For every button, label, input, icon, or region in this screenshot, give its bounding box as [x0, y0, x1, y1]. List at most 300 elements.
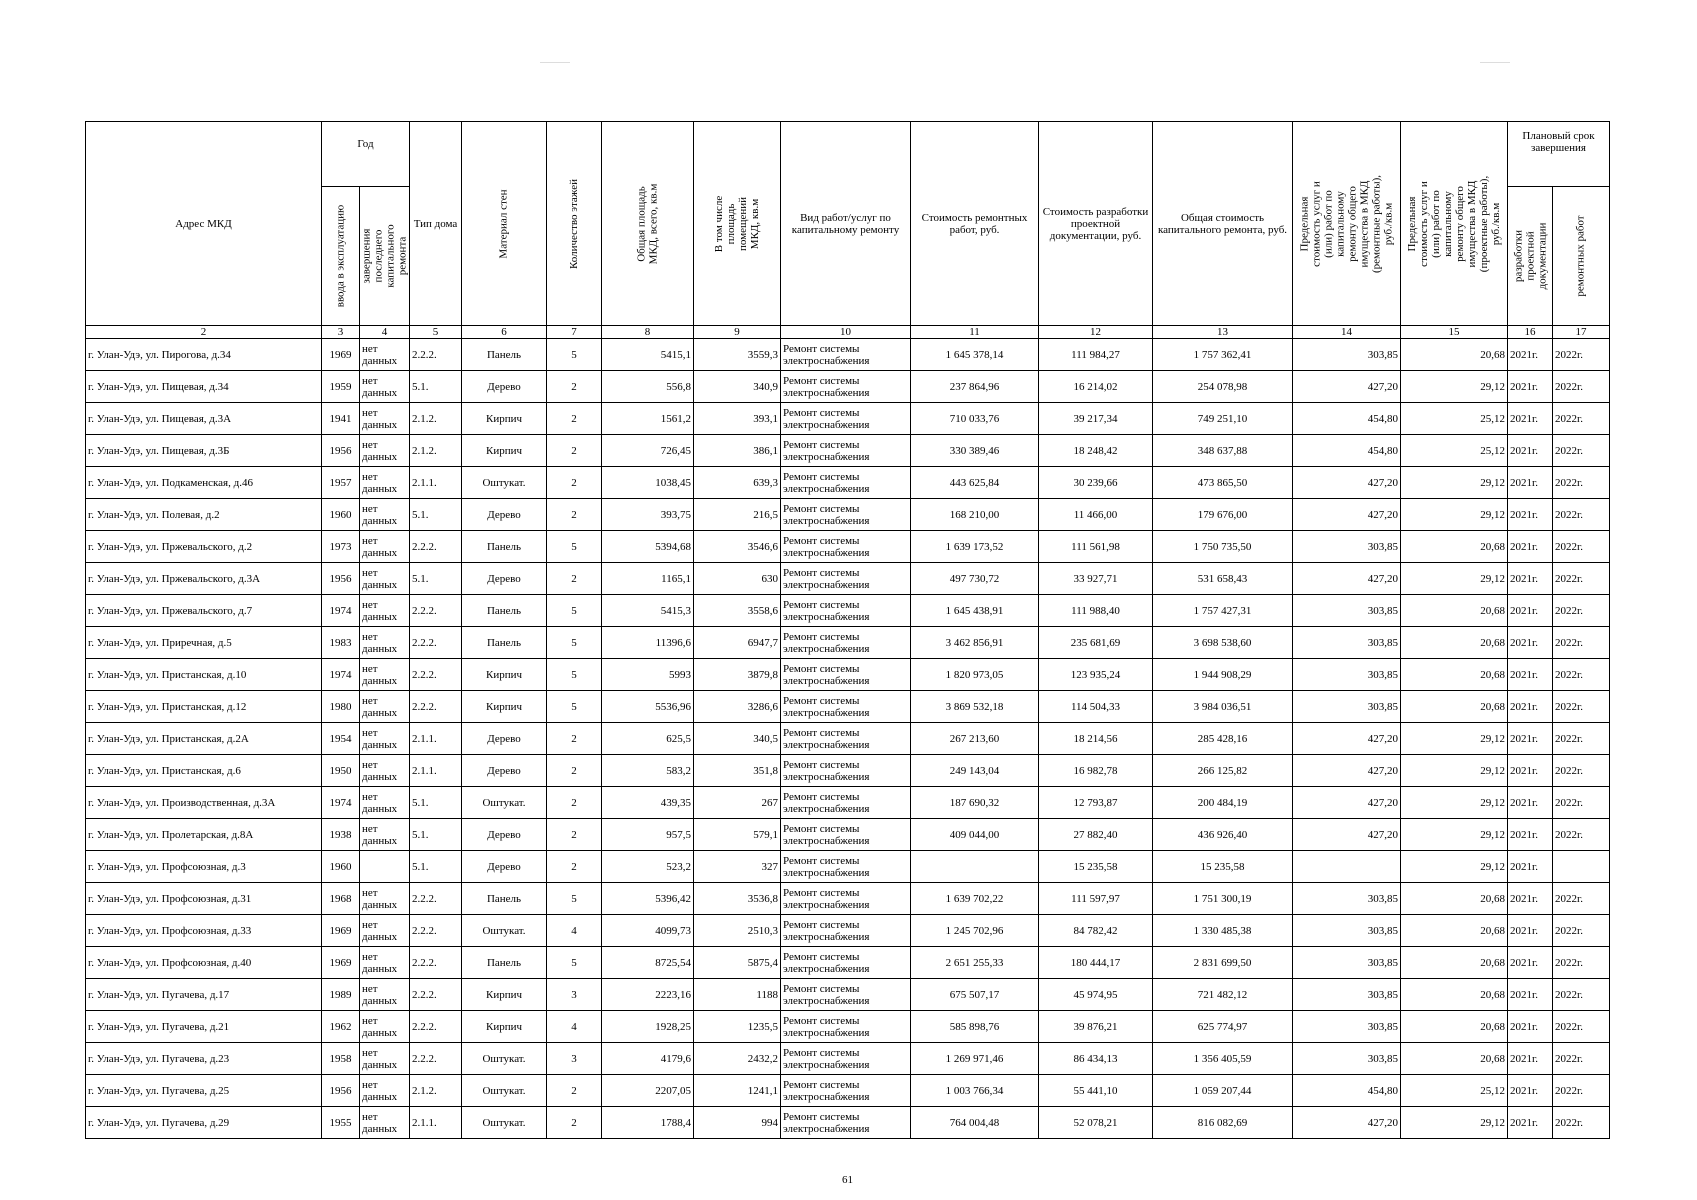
cell-total-area: 1038,45 [602, 467, 694, 499]
cell-year-commission: 1960 [322, 499, 360, 531]
cell-year-commission: 1962 [322, 1011, 360, 1043]
cell-premises-area: 579,1 [694, 819, 781, 851]
cell-year-commission: 1973 [322, 531, 360, 563]
cell-work-type: Ремонт системы электроснабжения [781, 563, 911, 595]
table-row [86, 403, 1610, 435]
cell-house-type: 2.2.2. [410, 1043, 462, 1075]
total-area-label: Общая площадь МКД, всего, кв.м [635, 183, 660, 264]
cell-year-last-repair: нет данных [360, 339, 410, 371]
cell-repair-cost: 1 269 971,46 [911, 1043, 1039, 1075]
cell-total-area: 583,2 [602, 755, 694, 787]
cell-house-type: 2.2.2. [410, 915, 462, 947]
cell-design-cost: 15 235,58 [1039, 851, 1153, 883]
cell-address: г. Улан-Удэ, ул. Пугачева, д.29 [86, 1107, 322, 1139]
cell-premises-area: 340,5 [694, 723, 781, 755]
cell-deadline-repair: 2022г. [1553, 819, 1610, 851]
cell-year-commission: 1983 [322, 627, 360, 659]
cell-repair-cost: 3 869 532,18 [911, 691, 1039, 723]
cell-house-type: 2.2.2. [410, 1011, 462, 1043]
cell-wall-material: Кирпич [462, 403, 547, 435]
cell-work-type: Ремонт системы электроснабжения [781, 979, 911, 1011]
cell-house-type: 2.2.2. [410, 659, 462, 691]
cell-house-type: 5.1. [410, 563, 462, 595]
cell-design-cost: 16 214,02 [1039, 371, 1153, 403]
cell-limit-design: 25,12 [1401, 1075, 1508, 1107]
cell-total-cost: 1 757 427,31 [1153, 595, 1293, 627]
cell-house-type: 2.1.1. [410, 723, 462, 755]
cell-design-cost: 52 078,21 [1039, 1107, 1153, 1139]
cell-premises-area: 3879,8 [694, 659, 781, 691]
cell-year-last-repair: нет данных [360, 787, 410, 819]
table-row [86, 755, 1610, 787]
cell-premises-area: 2432,2 [694, 1043, 781, 1075]
cell-total-cost: 531 658,43 [1153, 563, 1293, 595]
cell-limit-repair: 427,20 [1293, 755, 1401, 787]
cell-year-commission: 1960 [322, 851, 360, 883]
cell-address: г. Улан-Удэ, ул. Пржевальского, д.7 [86, 595, 322, 627]
cell-limit-repair [1293, 851, 1401, 883]
cell-total-area: 4179,6 [602, 1043, 694, 1075]
cell-work-type: Ремонт системы электроснабжения [781, 371, 911, 403]
cell-year-commission: 1974 [322, 787, 360, 819]
cell-total-area: 1928,25 [602, 1011, 694, 1043]
cell-premises-area: 994 [694, 1107, 781, 1139]
cell-year-commission: 1969 [322, 339, 360, 371]
table-row [86, 851, 1610, 883]
cell-premises-area: 639,3 [694, 467, 781, 499]
cell-limit-design: 20,68 [1401, 883, 1508, 915]
cell-limit-design: 29,12 [1401, 755, 1508, 787]
cell-total-area: 5536,96 [602, 691, 694, 723]
cell-floors: 2 [547, 1107, 602, 1139]
cell-limit-design: 20,68 [1401, 691, 1508, 723]
cell-premises-area: 3546,6 [694, 531, 781, 563]
table-row [86, 1043, 1610, 1075]
cell-year-last-repair: нет данных [360, 627, 410, 659]
cell-limit-repair: 454,80 [1293, 1075, 1401, 1107]
cell-total-cost: 436 926,40 [1153, 819, 1293, 851]
cell-design-cost: 27 882,40 [1039, 819, 1153, 851]
cell-year-last-repair: нет данных [360, 915, 410, 947]
cell-repair-cost: 1 003 766,34 [911, 1075, 1039, 1107]
table-row [86, 627, 1610, 659]
cell-limit-repair: 303,85 [1293, 659, 1401, 691]
cell-repair-cost: 443 625,84 [911, 467, 1039, 499]
cell-floors: 3 [547, 979, 602, 1011]
cell-house-type: 5.1. [410, 787, 462, 819]
cell-address: г. Улан-Удэ, ул. Пищевая, д.3А [86, 403, 322, 435]
cell-deadline-design: 2021г. [1508, 787, 1553, 819]
cell-year-commission: 1974 [322, 595, 360, 627]
cell-floors: 4 [547, 915, 602, 947]
cell-work-type: Ремонт системы электроснабжения [781, 659, 911, 691]
cell-work-type: Ремонт системы электроснабжения [781, 883, 911, 915]
cell-deadline-repair: 2022г. [1553, 467, 1610, 499]
table-row [86, 691, 1610, 723]
cell-deadline-repair: 2022г. [1553, 1011, 1610, 1043]
cell-address: г. Улан-Удэ, ул. Подкаменская, д.46 [86, 467, 322, 499]
cell-work-type: Ремонт системы электроснабжения [781, 499, 911, 531]
cell-year-commission: 1969 [322, 915, 360, 947]
cell-year-last-repair: нет данных [360, 659, 410, 691]
column-number: 15 [1401, 326, 1508, 339]
cell-repair-cost [911, 851, 1039, 883]
cell-premises-area: 1188 [694, 979, 781, 1011]
cell-wall-material: Панель [462, 339, 547, 371]
register-sheet [85, 121, 1610, 1139]
cell-repair-cost: 1 639 702,22 [911, 883, 1039, 915]
cell-wall-material: Оштукат. [462, 1107, 547, 1139]
table-row [86, 1075, 1610, 1107]
cell-repair-cost: 1 820 973,05 [911, 659, 1039, 691]
cell-floors: 5 [547, 883, 602, 915]
col-design-cost-header: Стоимость разработки проектной документации, руб. [1039, 122, 1153, 326]
cell-wall-material: Дерево [462, 851, 547, 883]
cell-deadline-repair: 2022г. [1553, 947, 1610, 979]
cell-year-last-repair: нет данных [360, 819, 410, 851]
page-number: 61 [842, 1174, 853, 1186]
cell-deadline-repair: 2022г. [1553, 499, 1610, 531]
cell-deadline-repair: 2022г. [1553, 1043, 1610, 1075]
cell-address: г. Улан-Удэ, ул. Пристанская, д.12 [86, 691, 322, 723]
cell-limit-repair: 303,85 [1293, 691, 1401, 723]
cell-total-area: 2207,05 [602, 1075, 694, 1107]
cell-total-cost: 1 330 485,38 [1153, 915, 1293, 947]
cell-design-cost: 12 793,87 [1039, 787, 1153, 819]
cell-limit-repair: 303,85 [1293, 947, 1401, 979]
cell-repair-cost: 168 210,00 [911, 499, 1039, 531]
cell-design-cost: 84 782,42 [1039, 915, 1153, 947]
cell-wall-material: Дерево [462, 499, 547, 531]
cell-year-commission: 1989 [322, 979, 360, 1011]
cell-design-cost: 235 681,69 [1039, 627, 1153, 659]
cell-wall-material: Оштукат. [462, 787, 547, 819]
cell-work-type: Ремонт системы электроснабжения [781, 339, 911, 371]
cell-total-cost: 266 125,82 [1153, 755, 1293, 787]
cell-house-type: 2.1.1. [410, 755, 462, 787]
cell-deadline-design: 2021г. [1508, 851, 1553, 883]
cell-premises-area: 6947,7 [694, 627, 781, 659]
cell-total-area: 2223,16 [602, 979, 694, 1011]
cell-design-cost: 45 974,95 [1039, 979, 1153, 1011]
cell-work-type: Ремонт системы электроснабжения [781, 1075, 911, 1107]
cell-limit-design: 25,12 [1401, 403, 1508, 435]
cell-design-cost: 33 927,71 [1039, 563, 1153, 595]
table-row [86, 1011, 1610, 1043]
cell-year-last-repair: нет данных [360, 883, 410, 915]
cell-year-commission: 1974 [322, 659, 360, 691]
cell-year-last-repair: нет данных [360, 563, 410, 595]
cell-limit-repair: 427,20 [1293, 499, 1401, 531]
col-limit-repair-header [1293, 122, 1401, 326]
cell-house-type: 2.2.2. [410, 947, 462, 979]
cell-total-area: 4099,73 [602, 915, 694, 947]
cell-total-area: 8725,54 [602, 947, 694, 979]
cell-floors: 2 [547, 435, 602, 467]
cell-work-type: Ремонт системы электроснабжения [781, 595, 911, 627]
cell-total-area: 11396,6 [602, 627, 694, 659]
cell-total-cost: 625 774,97 [1153, 1011, 1293, 1043]
cell-deadline-design: 2021г. [1508, 1107, 1553, 1139]
cell-limit-design: 20,68 [1401, 339, 1508, 371]
column-number: 5 [410, 326, 462, 339]
cell-wall-material: Дерево [462, 723, 547, 755]
cell-deadline-repair: 2022г. [1553, 531, 1610, 563]
cell-limit-repair: 427,20 [1293, 819, 1401, 851]
year-commission-label: ввода в эксплуатацию [334, 204, 347, 308]
cell-total-cost: 254 078,98 [1153, 371, 1293, 403]
wall-material-label: Материал стен [497, 188, 510, 259]
cell-address: г. Улан-Удэ, ул. Пугачева, д.17 [86, 979, 322, 1011]
table-row [86, 979, 1610, 1011]
cell-deadline-design: 2021г. [1508, 691, 1553, 723]
cell-repair-cost: 497 730,72 [911, 563, 1039, 595]
cell-floors: 5 [547, 339, 602, 371]
table-row [86, 659, 1610, 691]
cell-deadline-repair: 2022г. [1553, 595, 1610, 627]
cell-total-cost: 473 865,50 [1153, 467, 1293, 499]
column-number: 12 [1039, 326, 1153, 339]
table-row [86, 339, 1610, 371]
cell-repair-cost: 3 462 856,91 [911, 627, 1039, 659]
cell-year-last-repair: нет данных [360, 499, 410, 531]
cell-total-cost: 285 428,16 [1153, 723, 1293, 755]
column-number: 4 [360, 326, 410, 339]
cell-premises-area: 216,5 [694, 499, 781, 531]
cell-total-area: 5415,3 [602, 595, 694, 627]
cell-limit-repair: 303,85 [1293, 979, 1401, 1011]
col-floors-header [547, 122, 602, 326]
col-repair-cost-header: Стоимость ремонтных работ, руб. [911, 122, 1039, 326]
cell-premises-area: 340,9 [694, 371, 781, 403]
cell-total-area: 726,45 [602, 435, 694, 467]
cell-wall-material: Оштукат. [462, 915, 547, 947]
cell-total-cost: 200 484,19 [1153, 787, 1293, 819]
cell-deadline-design: 2021г. [1508, 947, 1553, 979]
cell-address: г. Улан-Удэ, ул. Пугачева, д.23 [86, 1043, 322, 1075]
cell-address: г. Улан-Удэ, ул. Пржевальского, д.2 [86, 531, 322, 563]
cell-limit-design: 20,68 [1401, 947, 1508, 979]
cell-address: г. Улан-Удэ, ул. Производственная, д.3А [86, 787, 322, 819]
cell-house-type: 5.1. [410, 499, 462, 531]
cell-premises-area: 327 [694, 851, 781, 883]
cell-year-last-repair: нет данных [360, 1107, 410, 1139]
cell-year-commission: 1956 [322, 1075, 360, 1107]
cell-total-area: 393,75 [602, 499, 694, 531]
cell-floors: 2 [547, 467, 602, 499]
cell-year-commission: 1956 [322, 435, 360, 467]
cell-total-area: 439,35 [602, 787, 694, 819]
cell-total-cost: 3 984 036,51 [1153, 691, 1293, 723]
cell-work-type: Ремонт системы электроснабжения [781, 787, 911, 819]
cell-floors: 5 [547, 659, 602, 691]
scan-mark [540, 62, 570, 63]
cell-premises-area: 1241,1 [694, 1075, 781, 1107]
cell-work-type: Ремонт системы электроснабжения [781, 691, 911, 723]
cell-wall-material: Оштукат. [462, 1043, 547, 1075]
table-row [86, 947, 1610, 979]
cell-address: г. Улан-Удэ, ул. Пристанская, д.2А [86, 723, 322, 755]
cell-deadline-repair [1553, 851, 1610, 883]
limit-design-label: Предельная стоимость услуг и (или) работ по капитальному ремонту общего имущества в МКД (проектные работы), руб./кв.м [1406, 175, 1502, 272]
cell-total-area: 5993 [602, 659, 694, 691]
cell-year-commission: 1954 [322, 723, 360, 755]
cell-year-commission: 1941 [322, 403, 360, 435]
table-row [86, 915, 1610, 947]
cell-year-commission: 1955 [322, 1107, 360, 1139]
cell-work-type: Ремонт системы электроснабжения [781, 819, 911, 851]
cell-house-type: 2.1.2. [410, 403, 462, 435]
cell-house-type: 2.2.2. [410, 531, 462, 563]
column-number: 16 [1508, 326, 1553, 339]
cell-design-cost: 111 561,98 [1039, 531, 1153, 563]
cell-deadline-repair: 2022г. [1553, 1107, 1610, 1139]
cell-address: г. Улан-Удэ, ул. Пристанская, д.10 [86, 659, 322, 691]
cell-deadline-design: 2021г. [1508, 1011, 1553, 1043]
cell-wall-material: Кирпич [462, 1011, 547, 1043]
cell-deadline-design: 2021г. [1508, 819, 1553, 851]
cell-limit-design: 25,12 [1401, 435, 1508, 467]
column-number: 8 [602, 326, 694, 339]
cell-house-type: 5.1. [410, 819, 462, 851]
table-row [86, 787, 1610, 819]
register-body [86, 339, 1610, 1139]
cell-deadline-repair: 2022г. [1553, 371, 1610, 403]
cell-floors: 4 [547, 1011, 602, 1043]
cell-limit-design: 29,12 [1401, 787, 1508, 819]
cell-design-cost: 39 876,21 [1039, 1011, 1153, 1043]
table-row [86, 563, 1610, 595]
cell-total-cost: 15 235,58 [1153, 851, 1293, 883]
cell-deadline-design: 2021г. [1508, 531, 1553, 563]
cell-house-type: 2.1.2. [410, 435, 462, 467]
cell-address: г. Улан-Удэ, ул. Пирогова, д.34 [86, 339, 322, 371]
table-row [86, 883, 1610, 915]
cell-year-last-repair: нет данных [360, 947, 410, 979]
cell-limit-design: 29,12 [1401, 563, 1508, 595]
cell-limit-design: 29,12 [1401, 499, 1508, 531]
cell-floors: 2 [547, 371, 602, 403]
cell-total-cost: 2 831 699,50 [1153, 947, 1293, 979]
cell-total-area: 957,5 [602, 819, 694, 851]
cell-year-last-repair: нет данных [360, 595, 410, 627]
cell-limit-repair: 454,80 [1293, 403, 1401, 435]
cell-year-last-repair: нет данных [360, 755, 410, 787]
table-row [86, 595, 1610, 627]
column-number: 9 [694, 326, 781, 339]
cell-work-type: Ремонт системы электроснабжения [781, 403, 911, 435]
cell-design-cost: 114 504,33 [1039, 691, 1153, 723]
year-last-repair-label: завершения последнего капитального ремонта [360, 224, 409, 288]
cell-address: г. Улан-Удэ, ул. Профсоюзная, д.31 [86, 883, 322, 915]
cell-work-type: Ремонт системы электроснабжения [781, 755, 911, 787]
cell-deadline-design: 2021г. [1508, 627, 1553, 659]
cell-year-last-repair: нет данных [360, 1011, 410, 1043]
cell-repair-cost: 330 389,46 [911, 435, 1039, 467]
col-limit-design-header [1401, 122, 1508, 326]
cell-limit-design: 20,68 [1401, 979, 1508, 1011]
column-number: 7 [547, 326, 602, 339]
cell-deadline-repair: 2022г. [1553, 915, 1610, 947]
cell-deadline-repair: 2022г. [1553, 883, 1610, 915]
cell-premises-area: 3558,6 [694, 595, 781, 627]
cell-deadline-repair: 2022г. [1553, 403, 1610, 435]
cell-deadline-design: 2021г. [1508, 1075, 1553, 1107]
cell-design-cost: 18 248,42 [1039, 435, 1153, 467]
cell-premises-area: 5875,4 [694, 947, 781, 979]
cell-house-type: 2.2.2. [410, 339, 462, 371]
cell-design-cost: 55 441,10 [1039, 1075, 1153, 1107]
cell-repair-cost: 409 044,00 [911, 819, 1039, 851]
column-number: 6 [462, 326, 547, 339]
cell-deadline-repair: 2022г. [1553, 979, 1610, 1011]
cell-repair-cost: 187 690,32 [911, 787, 1039, 819]
cell-premises-area: 267 [694, 787, 781, 819]
table-row [86, 723, 1610, 755]
cell-total-cost: 749 251,10 [1153, 403, 1293, 435]
cell-wall-material: Оштукат. [462, 467, 547, 499]
table-row [86, 371, 1610, 403]
cell-limit-repair: 303,85 [1293, 1043, 1401, 1075]
cell-premises-area: 630 [694, 563, 781, 595]
col-address-header: Адрес МКД [86, 122, 322, 326]
cell-deadline-repair: 2022г. [1553, 787, 1610, 819]
cell-wall-material: Дерево [462, 371, 547, 403]
cell-wall-material: Панель [462, 627, 547, 659]
cell-deadline-repair: 2022г. [1553, 435, 1610, 467]
cell-repair-cost: 249 143,04 [911, 755, 1039, 787]
cell-limit-repair: 303,85 [1293, 883, 1401, 915]
premises-area-label: В том числе площадь помещений МКД, кв.м [713, 195, 761, 252]
cell-limit-repair: 427,20 [1293, 467, 1401, 499]
cell-house-type: 2.2.2. [410, 627, 462, 659]
column-number: 3 [322, 326, 360, 339]
cell-address: г. Улан-Удэ, ул. Приречная, д.5 [86, 627, 322, 659]
col-house-type-header: Тип дома [410, 122, 462, 326]
cell-total-area: 1788,4 [602, 1107, 694, 1139]
cell-work-type: Ремонт системы электроснабжения [781, 1043, 911, 1075]
column-number: 2 [86, 326, 322, 339]
cell-total-cost: 1 059 207,44 [1153, 1075, 1293, 1107]
cell-year-commission: 1968 [322, 883, 360, 915]
cell-deadline-design: 2021г. [1508, 755, 1553, 787]
table-row [86, 499, 1610, 531]
cell-work-type: Ремонт системы электроснабжения [781, 627, 911, 659]
cell-deadline-design: 2021г. [1508, 1043, 1553, 1075]
cell-wall-material: Панель [462, 947, 547, 979]
cell-work-type: Ремонт системы электроснабжения [781, 435, 911, 467]
cell-wall-material: Кирпич [462, 691, 547, 723]
col-total-cost-header: Общая стоимость капитального ремонта, руб. [1153, 122, 1293, 326]
cell-year-last-repair [360, 851, 410, 883]
cell-limit-design: 20,68 [1401, 531, 1508, 563]
cell-deadline-repair: 2022г. [1553, 723, 1610, 755]
cell-deadline-repair: 2022г. [1553, 339, 1610, 371]
col-premises-area-header [694, 122, 781, 326]
cell-repair-cost: 2 651 255,33 [911, 947, 1039, 979]
col-deadline-design-header [1508, 187, 1553, 326]
cell-year-last-repair: нет данных [360, 723, 410, 755]
cell-address: г. Улан-Удэ, ул. Профсоюзная, д.3 [86, 851, 322, 883]
cell-total-area: 5396,42 [602, 883, 694, 915]
cell-address: г. Улан-Удэ, ул. Пугачева, д.21 [86, 1011, 322, 1043]
cell-wall-material: Панель [462, 595, 547, 627]
cell-total-cost: 179 676,00 [1153, 499, 1293, 531]
cell-total-cost: 816 082,69 [1153, 1107, 1293, 1139]
cell-total-area: 1561,2 [602, 403, 694, 435]
cell-year-last-repair: нет данных [360, 1043, 410, 1075]
cell-year-commission: 1956 [322, 563, 360, 595]
